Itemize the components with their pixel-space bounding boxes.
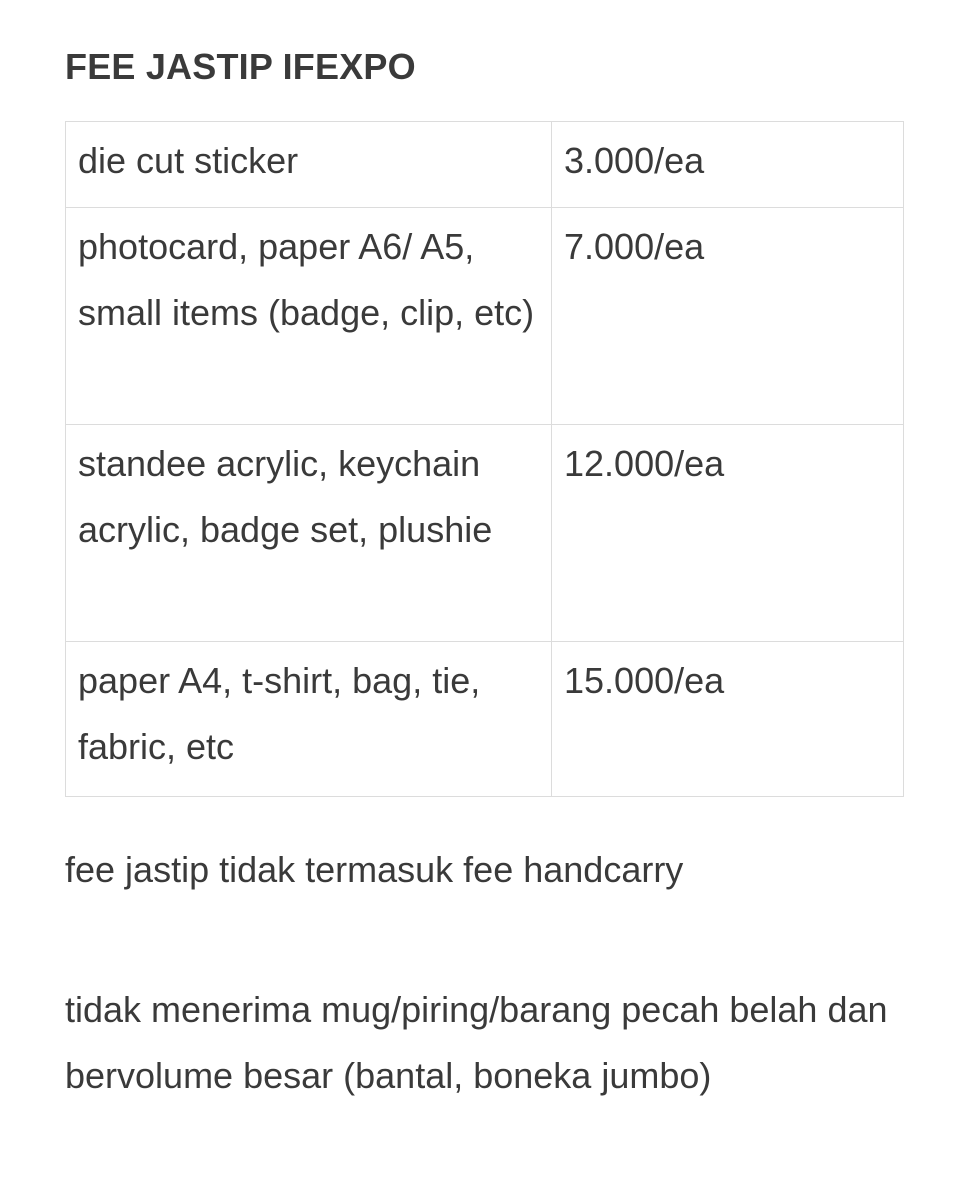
price-cell: 3.000/ea (552, 122, 904, 208)
item-cell: die cut sticker (66, 122, 552, 208)
restriction-note: tidak menerima mug/piring/barang pecah belah dan bervolume besar (bantal, boneka jumbo) (65, 989, 888, 1096)
table-row (66, 208, 904, 425)
item-cell: photocard, paper A6/ A5, small items (badge, clip, etc) (66, 208, 552, 425)
item-cell: paper A4, t-shirt, bag, tie, fabric, etc (66, 642, 552, 797)
table-row (66, 642, 904, 797)
fee-table (65, 121, 904, 797)
price-cell: 12.000/ea (552, 425, 904, 642)
item-cell: standee acrylic, keychain acrylic, badge set, plushie (66, 425, 552, 642)
table-row (66, 425, 904, 642)
handcarry-note: fee jastip tidak termasuk fee handcarry (65, 849, 684, 890)
page-title: FEE JASTIP IFEXPO (65, 46, 416, 87)
price-cell: 7.000/ea (552, 208, 904, 425)
table-row (66, 122, 904, 208)
price-cell: 15.000/ea (552, 642, 904, 797)
